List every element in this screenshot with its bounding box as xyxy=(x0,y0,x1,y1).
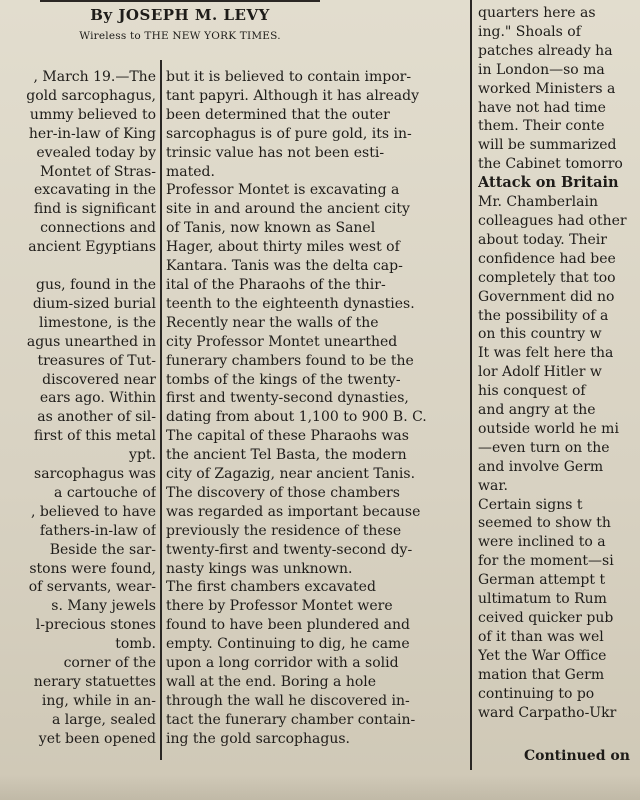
text-line: tact the funerary chamber contain- xyxy=(166,711,416,728)
text-line: stons were found, xyxy=(29,560,156,577)
text-line: Yet the War Office xyxy=(478,647,607,664)
text-line: war. xyxy=(478,477,508,494)
text-line: a large, sealed xyxy=(51,711,156,728)
text-line: treasures of Tut- xyxy=(37,352,156,369)
text-line: ing, while in an- xyxy=(41,692,156,709)
continued-label: Continued on xyxy=(524,748,630,764)
column-divider-2 xyxy=(470,0,472,770)
text-line: nerary statuettes xyxy=(33,674,156,690)
text-line: of servants, wear- xyxy=(28,579,156,596)
text-line: quarters here as xyxy=(478,5,596,21)
text-line: tant papyri. Although it has already xyxy=(166,87,419,104)
text-line: the Cabinet tomorro xyxy=(478,156,623,173)
text-line: a cartouche of xyxy=(54,484,156,501)
text-line: ing the gold sarcophagus. xyxy=(166,730,350,747)
column-divider-1 xyxy=(160,60,162,760)
text-line: ceived quicker pub xyxy=(478,610,614,626)
text-line: Government did no xyxy=(478,288,615,305)
column-left xyxy=(0,68,156,768)
text-line: Recently near the walls of the xyxy=(166,314,379,331)
text-line: Montet of Stras- xyxy=(40,163,156,180)
text-line: Certain signs t xyxy=(478,496,583,513)
column-middle xyxy=(166,68,466,768)
text-line: there by Professor Montet were xyxy=(166,598,393,615)
text-line: dium-sized burial xyxy=(32,295,156,312)
text-line: gus, found in the xyxy=(36,276,156,293)
text-line: mated. xyxy=(166,163,215,180)
text-line: The first chambers excavated xyxy=(166,579,376,596)
text-line: sarcophagus is of pure gold, its in- xyxy=(166,125,412,142)
text-line: It was felt here tha xyxy=(478,345,614,362)
text-line: site in and around the ancient city xyxy=(166,201,410,218)
text-line: connections and xyxy=(40,220,156,237)
text-line: fathers-in-law of xyxy=(39,522,156,539)
text-line: Beside the sar- xyxy=(49,541,156,558)
text-line: seemed to show th xyxy=(478,515,611,532)
text-line: , March 19.—The xyxy=(33,69,156,85)
text-line: dating from about 1,100 to 900 B. C. xyxy=(166,409,427,426)
text-line: and involve Germ xyxy=(478,458,604,475)
text-line: previously the residence of these xyxy=(166,522,402,539)
text-line: outside world he mi xyxy=(478,420,619,437)
text-line: city of Zagazig, near ancient Tanis. xyxy=(166,466,416,483)
text-line: of Tanis, now known as Sanel xyxy=(166,220,376,237)
text-line: funerary chambers found to be the xyxy=(166,352,414,369)
text-line: ears ago. Within xyxy=(39,390,156,407)
text-line: trinsic value has not been esti- xyxy=(166,144,385,161)
text-line: her-in-law of King xyxy=(28,125,156,142)
text-line: been determined that the outer xyxy=(166,106,390,123)
text-line: limestone, is the xyxy=(39,314,156,331)
text-line: ummy believed to xyxy=(29,106,156,123)
text-line: excavating in the xyxy=(33,182,156,199)
text-line: for the moment—si xyxy=(478,553,614,570)
text-line: gold sarcophagus, xyxy=(26,87,156,104)
text-line: ypt. xyxy=(129,447,156,464)
top-rule xyxy=(40,0,320,2)
text-line: yet been opened xyxy=(38,730,156,747)
text-line: about today. Their xyxy=(478,231,607,248)
text-line: tombs of the kings of the twenty- xyxy=(166,371,401,388)
text-line: l-precious stones xyxy=(35,617,156,634)
text-line: his conquest of xyxy=(478,383,586,400)
text-line: agus unearthed in xyxy=(26,333,156,350)
text-line: worked Ministers a xyxy=(478,80,616,97)
text-line: The discovery of those chambers xyxy=(166,484,400,501)
text-line: evealed today by xyxy=(36,144,156,161)
text-line: wall at the end. Boring a hole xyxy=(166,674,377,690)
text-line: colleagues had other xyxy=(478,212,627,229)
text-line: found to have been plundered and xyxy=(166,617,411,634)
text-line: Mr. Chamberlain xyxy=(478,194,598,211)
text-line: Professor Montet is excavating a xyxy=(166,182,400,199)
text-line: ward Carpatho-Ukr xyxy=(478,704,617,721)
text-line: tomb. xyxy=(115,636,156,653)
text-line: patches already ha xyxy=(478,42,613,59)
text-line: and angry at the xyxy=(478,402,596,419)
text-line: first of this metal xyxy=(33,428,156,445)
text-line: lor Adolf Hitler w xyxy=(478,364,602,381)
text-line: through the wall he discovered in- xyxy=(166,692,410,709)
text-line: have not had time xyxy=(478,99,606,116)
text-line: was regarded as important because xyxy=(166,503,421,520)
text-line: ancient Egyptians xyxy=(28,239,156,256)
text-line: corner of the xyxy=(63,655,156,672)
text-line: German attempt t xyxy=(478,572,606,589)
text-line: of it than was wel xyxy=(478,628,604,645)
subhead-attack-on-britain: Attack on Britain xyxy=(478,174,619,192)
text-line: first and twenty-second dynasties, xyxy=(166,390,409,407)
text-line: ital of the Pharaohs of the thir- xyxy=(166,276,386,293)
text-line: were inclined to a xyxy=(478,534,606,551)
text-line: twenty-first and twenty-second dy- xyxy=(166,541,413,558)
text-line: continuing to po xyxy=(478,685,595,702)
text-line: the possibility of a xyxy=(478,307,609,324)
text-line: upon a long corridor with a solid xyxy=(166,655,399,672)
text-line: , believed to have xyxy=(30,503,156,520)
text-line: the ancient Tel Basta, the modern xyxy=(166,447,407,464)
text-line: in London—so ma xyxy=(478,61,605,78)
byline: By JOSEPH M. LEVY xyxy=(90,6,270,24)
text-line: mation that Germ xyxy=(478,666,605,683)
text-line: teenth to the eighteenth dynasties. xyxy=(166,295,415,312)
text-line: ing." Shoals of xyxy=(478,23,581,40)
text-line: The capital of these Pharaohs was xyxy=(166,428,409,445)
text-line: s. Many jewels xyxy=(51,598,156,615)
text-line: ultimatum to Rum xyxy=(478,591,607,608)
text-line: city Professor Montet unearthed xyxy=(166,333,398,350)
text-line: empty. Continuing to dig, he came xyxy=(166,636,410,653)
text-line: Kantara. Tanis was the delta cap- xyxy=(166,258,403,275)
text-line: will be summarized xyxy=(478,137,617,154)
text-line: as another of sil- xyxy=(37,409,156,426)
text-line xyxy=(0,257,156,276)
wireless-credit: Wireless to THE NEW YORK TIMES. xyxy=(79,30,281,42)
column-right xyxy=(478,4,640,744)
text-line: nasty kings was unknown. xyxy=(166,560,353,577)
text-line: Hager, about thirty miles west of xyxy=(166,239,400,256)
text-line: find is significant xyxy=(33,201,156,218)
text-line: discovered near xyxy=(42,371,156,388)
text-line: sarcophagus was xyxy=(34,466,156,483)
text-line: confidence had bee xyxy=(478,250,616,267)
text-line: but it is believed to contain impor- xyxy=(166,69,412,85)
text-line: on this country w xyxy=(478,326,602,343)
page-fold-shadow xyxy=(0,775,640,800)
text-line: them. Their conte xyxy=(478,118,605,135)
text-line: completely that too xyxy=(478,269,616,286)
text-line: —even turn on the xyxy=(478,439,610,456)
